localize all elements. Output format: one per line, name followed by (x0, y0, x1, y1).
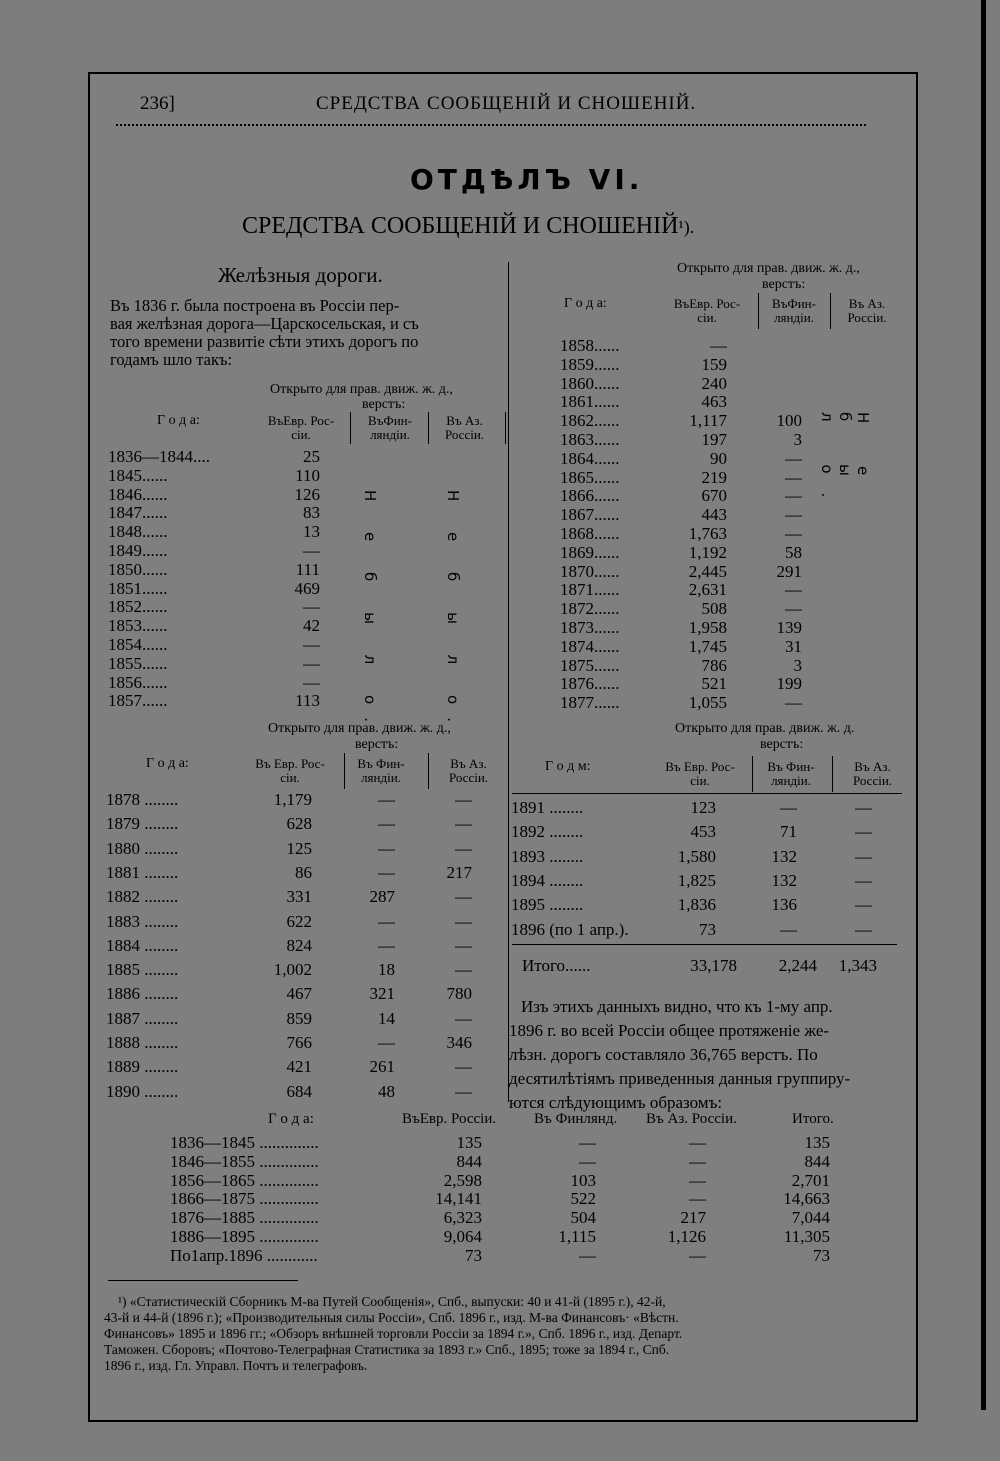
t1-cell: — (303, 672, 320, 692)
t1-opened: Открыто для прав. движ. ж. д., (270, 382, 453, 397)
t2-cell: 1869...... (560, 542, 620, 562)
t2-cell: 1871...... (560, 580, 620, 600)
t2-cell: 463 (701, 392, 727, 412)
t5-cell: 1886—1895 .............. (170, 1227, 319, 1246)
t3-cell: — (378, 814, 395, 834)
t4-cell: — (855, 870, 872, 890)
t1-cell: 126 (294, 484, 320, 504)
t2-versts: верстъ: (762, 277, 806, 292)
t5-cell: 2,598 (443, 1170, 482, 1190)
t3-cell: 331 (286, 887, 312, 907)
page-edge-border (981, 0, 986, 1410)
t4-fin: Въ Фин- ляндіи. (767, 759, 815, 788)
t3-cell: — (455, 960, 472, 980)
t3-opened: Открыто для прав. движ. ж. д., (268, 721, 451, 736)
t2-cell: 90 (710, 448, 727, 468)
t5-cell: 217 (680, 1208, 706, 1228)
t1-cell: 1845...... (108, 465, 168, 485)
t2-cell: 1870...... (560, 561, 620, 581)
t5-cell: 73 (813, 1245, 830, 1265)
t2-cell: — (785, 505, 802, 525)
t5-total: Итого. (792, 1111, 834, 1127)
t4-asia: Въ Аз. Россіи. (852, 759, 893, 788)
t5-cell: 103 (570, 1170, 596, 1190)
t3-cell: — (378, 1033, 395, 1052)
t4-cell: — (855, 846, 872, 866)
t3-fin: Въ Фин- ляндіи. (357, 756, 405, 785)
t5-cell: 11,305 (783, 1227, 830, 1246)
t1-cell: 1849...... (108, 541, 168, 560)
t2-cell: 100 (776, 411, 802, 431)
t1-cell: 42 (303, 616, 320, 636)
t2-cell: 786 (701, 655, 727, 675)
t2-cell: 291 (776, 561, 802, 581)
t1-cell: 13 (303, 522, 320, 542)
t1-cell: 1847...... (108, 503, 168, 523)
t3-cell: 1890 ........ (106, 1081, 179, 1101)
t2-years: Г о д а: (564, 296, 607, 311)
t3-cell: — (378, 935, 395, 955)
t1-asia-note: Н е б ы л о. (444, 490, 462, 735)
t3-cell: 48 (378, 1081, 395, 1101)
t4-cell: — (855, 895, 872, 915)
t3-cell: 86 (295, 862, 312, 882)
t1-cell: — (303, 635, 320, 654)
t4-cell: 123 (690, 798, 716, 817)
t1-cell: 1856...... (108, 672, 168, 692)
t2-cell: 1872...... (560, 599, 620, 619)
t5-cell: — (689, 1151, 706, 1171)
t2-cell: 670 (701, 486, 727, 506)
t2-cell: 219 (701, 467, 727, 487)
t2-cell: 58 (785, 542, 802, 562)
t3-cell: 287 (369, 887, 395, 907)
t4-cell: 73 (699, 919, 716, 939)
t2-cell: 1,763 (688, 524, 727, 543)
t5-cell: 9,064 (443, 1227, 482, 1246)
t5-years: Г о д а: (268, 1111, 314, 1127)
t2-cell: 1877...... (560, 693, 620, 713)
t2-cell: 1862...... (560, 411, 620, 431)
t2-cell: 1,958 (688, 618, 727, 637)
t2-cell: — (785, 486, 802, 506)
t5-cell: — (579, 1133, 596, 1152)
t1-cell: — (303, 541, 320, 560)
t2-cell: 1,192 (688, 542, 727, 562)
t4-cell: — (780, 798, 797, 817)
t3-cell: — (455, 935, 472, 955)
t4-rule (512, 793, 902, 794)
t5-cell: 1866—1875 .............. (170, 1189, 319, 1209)
t3-cell: — (455, 1081, 472, 1101)
t1-cell: 25 (303, 447, 320, 466)
t2-cell: — (785, 467, 802, 487)
t5-cell: — (689, 1170, 706, 1190)
t1-sep (428, 412, 429, 444)
summary-paragraph: Изъ этихъ данныхъ видно, что къ 1-му апр. 1896 г. во всей Россіи общее протяженіе же- лѣзн. дорогъ составляло 36,765 верстъ. По десятилѣтіямъ приведенныя данныя группиру- ются слѣдующимъ образомъ: (509, 997, 851, 1112)
footnote: ¹) «Статистическій Сборникъ М-ва Путей Сообщенія», Спб., выпуски: 40 и 41-й (1895 г.), 42-й, 43-й и 44-й (1896 г.); «Производительныя силы Россіи», Спб. 1896 г., изд. М-ва Финансовъ· «Вѣстн. Финансовъ» 1895 и 1896 гг.; «Обзоръ внѣшней торговли Россіи за 1894 г.», Спб. 1896 г., изд. Департ. Таможен. Сборовъ; «Почтово-Телеграфная Статистика за 1893 г.» Спб., 1895; тоже за 1894 г., Спб. 1896 г., изд. Гл. Управл. Почтъ и телеграфовъ. (104, 1294, 683, 1373)
t5-cell: 135 (804, 1133, 830, 1152)
t2-cell: 1,117 (689, 411, 727, 431)
t3-versts: верстъ: (355, 737, 399, 752)
t5-cell: 844 (804, 1151, 830, 1171)
t2-cell: 240 (701, 373, 727, 393)
t2-cell: — (785, 580, 802, 600)
t2-cell: 1866...... (560, 486, 620, 506)
t1-fin-note: Н е б ы л о. (361, 490, 379, 735)
t5-cell: 1876—1885 .............. (170, 1208, 319, 1228)
t5-cell: 135 (456, 1133, 482, 1152)
t3-cell: 1885 ........ (106, 960, 179, 980)
t1-cell: 1855...... (108, 653, 168, 673)
t2-cell: 1863...... (560, 430, 620, 449)
t3-cell: — (378, 862, 395, 882)
t4-cell: 1892 ........ (511, 822, 584, 842)
t3-cell: 628 (286, 814, 312, 834)
t2-cell: 1858...... (560, 336, 620, 355)
t3-cell: 622 (286, 911, 312, 931)
t5-cell: По1апр.1896 ............ (170, 1245, 318, 1265)
t2-cell: — (710, 336, 727, 355)
t4-cell: 1896 (по 1 апр.). (511, 919, 629, 939)
t2-cell: 508 (701, 599, 727, 619)
t3-cell: 1884 ........ (106, 935, 179, 955)
t3-sep (344, 753, 345, 789)
t1-versts: верстъ: (362, 397, 406, 412)
t3-cell: 1882 ........ (106, 887, 179, 907)
column-divider (508, 262, 509, 1102)
t3-cell: 321 (369, 984, 395, 1004)
t2-cell: 1875...... (560, 655, 620, 675)
t3-cell: 1886 ........ (106, 984, 179, 1004)
t1-cell: 1851...... (108, 578, 168, 598)
header-rule (116, 124, 866, 130)
t5-cell: — (579, 1151, 596, 1171)
t2-cell: — (785, 693, 802, 713)
t1-cell: 1857...... (108, 691, 168, 711)
t3-cell: 18 (378, 960, 395, 980)
t4-total-rule (512, 944, 897, 945)
t5-asia: Въ Аз. Россіи. (646, 1111, 737, 1127)
t2-cell: 159 (701, 354, 727, 374)
t2-fin: ВъФин- ляндіи. (772, 296, 816, 325)
t4-cell: 1,580 (677, 846, 716, 866)
t2-cell: 2,445 (688, 561, 727, 581)
t4-cell: 136 (771, 895, 797, 915)
t2-cell: 1,745 (688, 636, 727, 656)
t2-cell: 1859...... (560, 354, 620, 374)
t5-eur: ВъЕвр. Россіи. (402, 1111, 497, 1127)
t1-cell: 469 (294, 578, 320, 598)
t1-years: Г о д а: (157, 413, 200, 428)
t5-cell: 1846—1855 .............. (170, 1151, 319, 1171)
t3-cell: 1,179 (273, 790, 312, 809)
t2-cell: 199 (776, 674, 802, 694)
t5-cell: 2,701 (791, 1170, 830, 1190)
t2-cell: — (785, 524, 802, 543)
t2-cell: 1876...... (560, 674, 620, 694)
t3-cell: 1879 ........ (106, 814, 179, 834)
t4-cell: 1895 ........ (511, 895, 584, 915)
t5-cell: 844 (456, 1151, 482, 1171)
t3-cell: — (455, 911, 472, 931)
totals-row: Итого...... 33,178 2,244 1,343 (522, 956, 877, 975)
t4-cell: 1894 ........ (511, 870, 584, 890)
t1-sep (505, 412, 506, 444)
t2-cell: 1874...... (560, 636, 620, 656)
t5-cell: 1,126 (667, 1227, 706, 1246)
t5-cell: 7,044 (791, 1208, 830, 1228)
t1-cell: 1846...... (108, 484, 168, 504)
t3-cell: 261 (369, 1057, 395, 1077)
t1-sep (350, 412, 351, 444)
t4-sep (752, 756, 753, 792)
t4-cell: 1891 ........ (511, 798, 584, 817)
t5-cell: — (689, 1245, 706, 1265)
t1-asia: Въ Аз. Россіи. (444, 413, 485, 442)
t2-cell: 3 (793, 430, 802, 449)
t4-cell: — (855, 822, 872, 842)
t1-cell: 110 (295, 465, 320, 485)
t3-cell: 467 (286, 984, 312, 1004)
t3-cell: 1880 ........ (106, 838, 179, 858)
t5-cell: 14,663 (783, 1189, 830, 1209)
t3-sep (428, 753, 429, 789)
t5-cell: 1,115 (558, 1227, 596, 1246)
t2-sep (830, 293, 831, 329)
t5-cell: — (579, 1245, 596, 1265)
t3-cell: 1889 ........ (106, 1057, 179, 1077)
page-number: 236] (140, 93, 175, 114)
t4-years: Г о д м: (545, 759, 591, 774)
t3-cell: 346 (446, 1033, 472, 1052)
t2-cell: 1861...... (560, 392, 620, 412)
t2-cell: 521 (701, 674, 727, 694)
t1-cell: 1853...... (108, 616, 168, 636)
t4-cell: — (855, 919, 872, 939)
t1-eur: ВъЕвр. Рос- сіи. (267, 413, 335, 442)
t2-cell: — (785, 599, 802, 619)
section-title: СРЕДСТВА СООБЩЕНІЙ И СНОШЕНІЙ¹). (242, 213, 695, 239)
t3-cell: — (455, 814, 472, 834)
t3-cell: 1881 ........ (106, 862, 179, 882)
t3-cell: — (378, 838, 395, 858)
t2-cell: 1864...... (560, 448, 620, 468)
t2-cell: 139 (776, 618, 802, 637)
t5-cell: — (689, 1133, 706, 1152)
section-label: ОТДѢЛЪ VI. (410, 163, 644, 196)
t1-cell: 1852...... (108, 597, 168, 617)
t5-cell: 1856—1865 .............. (170, 1170, 319, 1190)
intro-paragraph: Въ 1836 г. была построена въ Россіи пер- вая желѣзная дорога—Царскосельская, и съ того времени развитіе сѣти этихъ дорогъ по годамъ шло такъ: (110, 296, 419, 369)
t3-asia: Въ Аз. Россіи. (448, 756, 489, 785)
t3-cell: 1887 ........ (106, 1008, 179, 1028)
t2-cell: 1865...... (560, 467, 620, 487)
t5-fin: Въ Финлянд. (534, 1111, 618, 1127)
t4-opened: Открыто для прав. движ. ж. д. (675, 721, 855, 736)
t1-fin: ВъФин- ляндіи. (368, 413, 412, 442)
t1-cell: — (303, 597, 320, 617)
t3-cell: — (455, 1008, 472, 1028)
t4-cell: 71 (780, 822, 797, 842)
t4-cell: — (780, 919, 797, 939)
t3-cell: 1888 ........ (106, 1033, 179, 1052)
t3-cell: 1883 ........ (106, 911, 179, 931)
t4-cell: 1,836 (677, 895, 716, 915)
t2-cell: 443 (701, 505, 727, 525)
railways-heading: Желѣзныя дороги. (218, 263, 383, 287)
t4-versts: верстъ: (760, 737, 804, 752)
t2-cell: 3 (793, 655, 802, 675)
t3-cell: 1,002 (273, 960, 312, 980)
t5-cell: 1836—1845 .............. (170, 1133, 319, 1152)
t1-cell: 1836—1844.... (108, 447, 210, 466)
footnote-rule (108, 1280, 298, 1281)
t3-cell: — (455, 1057, 472, 1077)
t5-cell: 73 (465, 1245, 482, 1265)
t3-cell: 125 (286, 838, 312, 858)
t1-cell: 1848...... (108, 522, 168, 542)
t4-cell: 1,825 (677, 870, 716, 890)
t2-opened: Открыто для прав. движ. ж. д., (677, 261, 860, 276)
t3-cell: — (378, 911, 395, 931)
t2-cell: 1,055 (688, 693, 727, 713)
t3-cell: 780 (446, 984, 472, 1004)
t1-cell: 111 (295, 559, 320, 579)
t4-sep (832, 756, 833, 792)
t3-cell: 859 (286, 1008, 312, 1028)
t5-cell: 6,323 (443, 1208, 482, 1228)
t1-cell: 83 (303, 503, 320, 523)
t5-cell: — (689, 1189, 706, 1209)
t3-cell: 1878 ........ (106, 790, 179, 809)
t3-cell: 824 (286, 935, 312, 955)
t4-cell: 1893 ........ (511, 846, 584, 866)
t5-cell: 504 (570, 1208, 596, 1228)
t3-cell: — (455, 887, 472, 907)
t3-cell: — (455, 838, 472, 858)
t3-cell: 766 (286, 1033, 312, 1052)
t3-cell: 217 (446, 862, 472, 882)
t2-cell: 2,631 (688, 580, 727, 600)
t1-cell: 113 (295, 691, 320, 711)
t2-cell: — (785, 448, 802, 468)
t4-cell: 453 (690, 822, 716, 842)
t2-sep (758, 293, 759, 329)
t3-cell: 421 (286, 1057, 312, 1077)
t5-cell: 14,141 (435, 1189, 482, 1209)
t2-asia-note: Н е б ы л о. (818, 412, 872, 517)
t4-eur: Въ Евр. Рос- сіи. (665, 759, 735, 788)
t3-eur: Въ Евр. Рос- сіи. (255, 756, 325, 785)
t3-cell: 14 (378, 1008, 395, 1028)
t3-years: Г о д а: (146, 756, 189, 771)
t1-cell: 1854...... (108, 635, 168, 654)
t4-cell: — (855, 798, 872, 817)
t2-cell: 1860...... (560, 373, 620, 393)
t4-cell: 132 (771, 870, 797, 890)
t2-cell: 1867...... (560, 505, 620, 525)
t2-cell: 1868...... (560, 524, 620, 543)
t3-cell: — (455, 790, 472, 809)
t2-asia: Въ Аз. Россіи. (847, 296, 887, 325)
t4-cell: 132 (771, 846, 797, 866)
t1-cell: 1850...... (108, 559, 168, 579)
t2-cell: 31 (785, 636, 802, 656)
t1-cell: — (303, 653, 320, 673)
running-title: СРЕДСТВА СООБЩЕНІЙ И СНОШЕНІЙ. (316, 93, 697, 114)
t3-cell: — (378, 790, 395, 809)
t2-eur: ВъЕвр. Рос- сіи. (673, 296, 741, 325)
t2-cell: 1873...... (560, 618, 620, 637)
t3-cell: 684 (286, 1081, 312, 1101)
t5-cell: 522 (570, 1189, 596, 1209)
t2-cell: 197 (701, 430, 727, 449)
